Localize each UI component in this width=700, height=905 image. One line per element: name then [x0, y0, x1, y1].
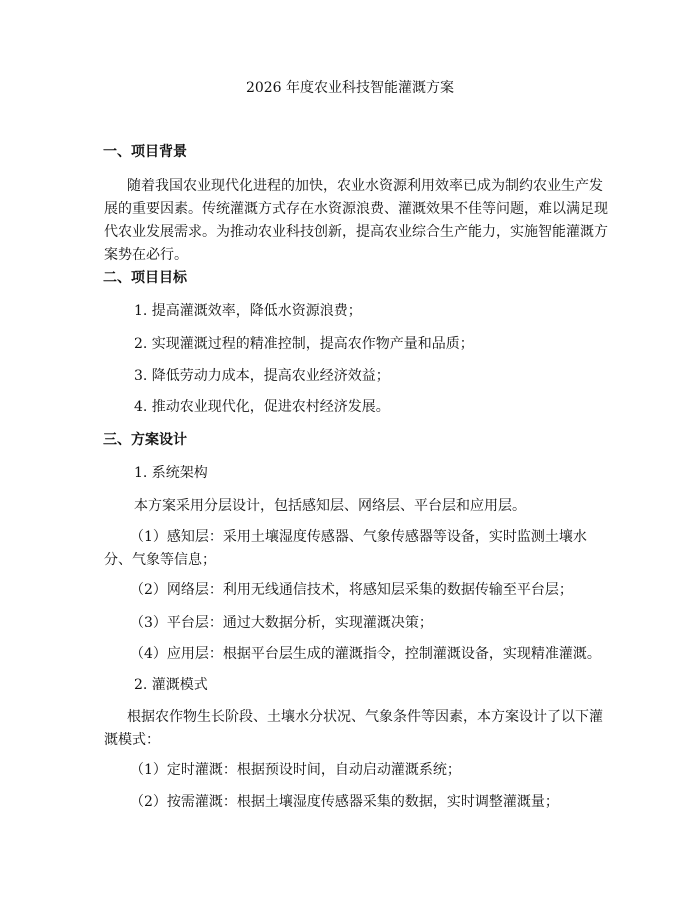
goal-item-1: 1. 提高灌溉效率，降低水资源浪费；	[134, 303, 362, 319]
section-heading-goals: 二、项目目标	[103, 270, 187, 286]
background-paragraph-line-3: 代农业发展需求。为推动农业科技创新，提高农业综合生产能力，实施智能灌溉方	[104, 224, 608, 240]
subsection-title-irrigation-modes: 2. 灌溉模式	[134, 677, 208, 693]
architecture-item-4: （4）应用层：根据平台层生成的灌溉指令，控制灌溉设备，实现精准灌溉。	[130, 646, 601, 662]
goal-item-2: 2. 实现灌溉过程的精准控制，提高农作物产量和品质；	[134, 336, 474, 352]
irrigation-mode-timed: （1）定时灌溉：根据预设时间，自动启动灌溉系统；	[130, 762, 461, 778]
background-paragraph-line-4: 案势在必行。	[104, 247, 188, 263]
goal-item-3: 3. 降低劳动力成本，提高农业经济效益；	[134, 368, 390, 384]
architecture-item-2: （2）网络层：利用无线通信技术，将感知层采集的数据传输至平台层；	[130, 582, 573, 598]
goal-item-4: 4. 推动农业现代化，促进农村经济发展。	[134, 399, 390, 415]
architecture-intro: 本方案采用分层设计，包括感知层、网络层、平台层和应用层。	[134, 498, 526, 514]
irrigation-intro-line-2: 溉模式：	[104, 732, 160, 748]
background-paragraph-line-2: 展的重要因素。传统灌溉方式存在水资源浪费、灌溉效果不佳等问题，难以满足现	[104, 201, 608, 217]
architecture-item-1-line-2: 分、气象等信息；	[104, 552, 216, 568]
irrigation-intro-line-1: 根据农作物生长阶段、土壤水分状况、气象条件等因素，本方案设计了以下灌	[127, 709, 603, 725]
architecture-item-3: （3）平台层：通过大数据分析，实现灌溉决策；	[130, 615, 433, 631]
section-heading-background: 一、项目背景	[103, 144, 187, 160]
subsection-title-system-architecture: 1. 系统架构	[134, 465, 208, 481]
section-heading-design: 三、方案设计	[103, 432, 187, 448]
architecture-item-1-line-1: （1）感知层：采用土壤湿度传感器、气象传感器等设备，实时监测土壤水	[130, 529, 587, 545]
document-title: 2026 年度农业科技智能灌溉方案	[245, 80, 455, 96]
irrigation-mode-on-demand: （2）按需灌溉：根据土壤湿度传感器采集的数据，实时调整灌溉量；	[130, 794, 559, 810]
background-paragraph-line-1: 随着我国农业现代化进程的加快，农业水资源利用效率已成为制约农业生产发	[127, 178, 603, 194]
